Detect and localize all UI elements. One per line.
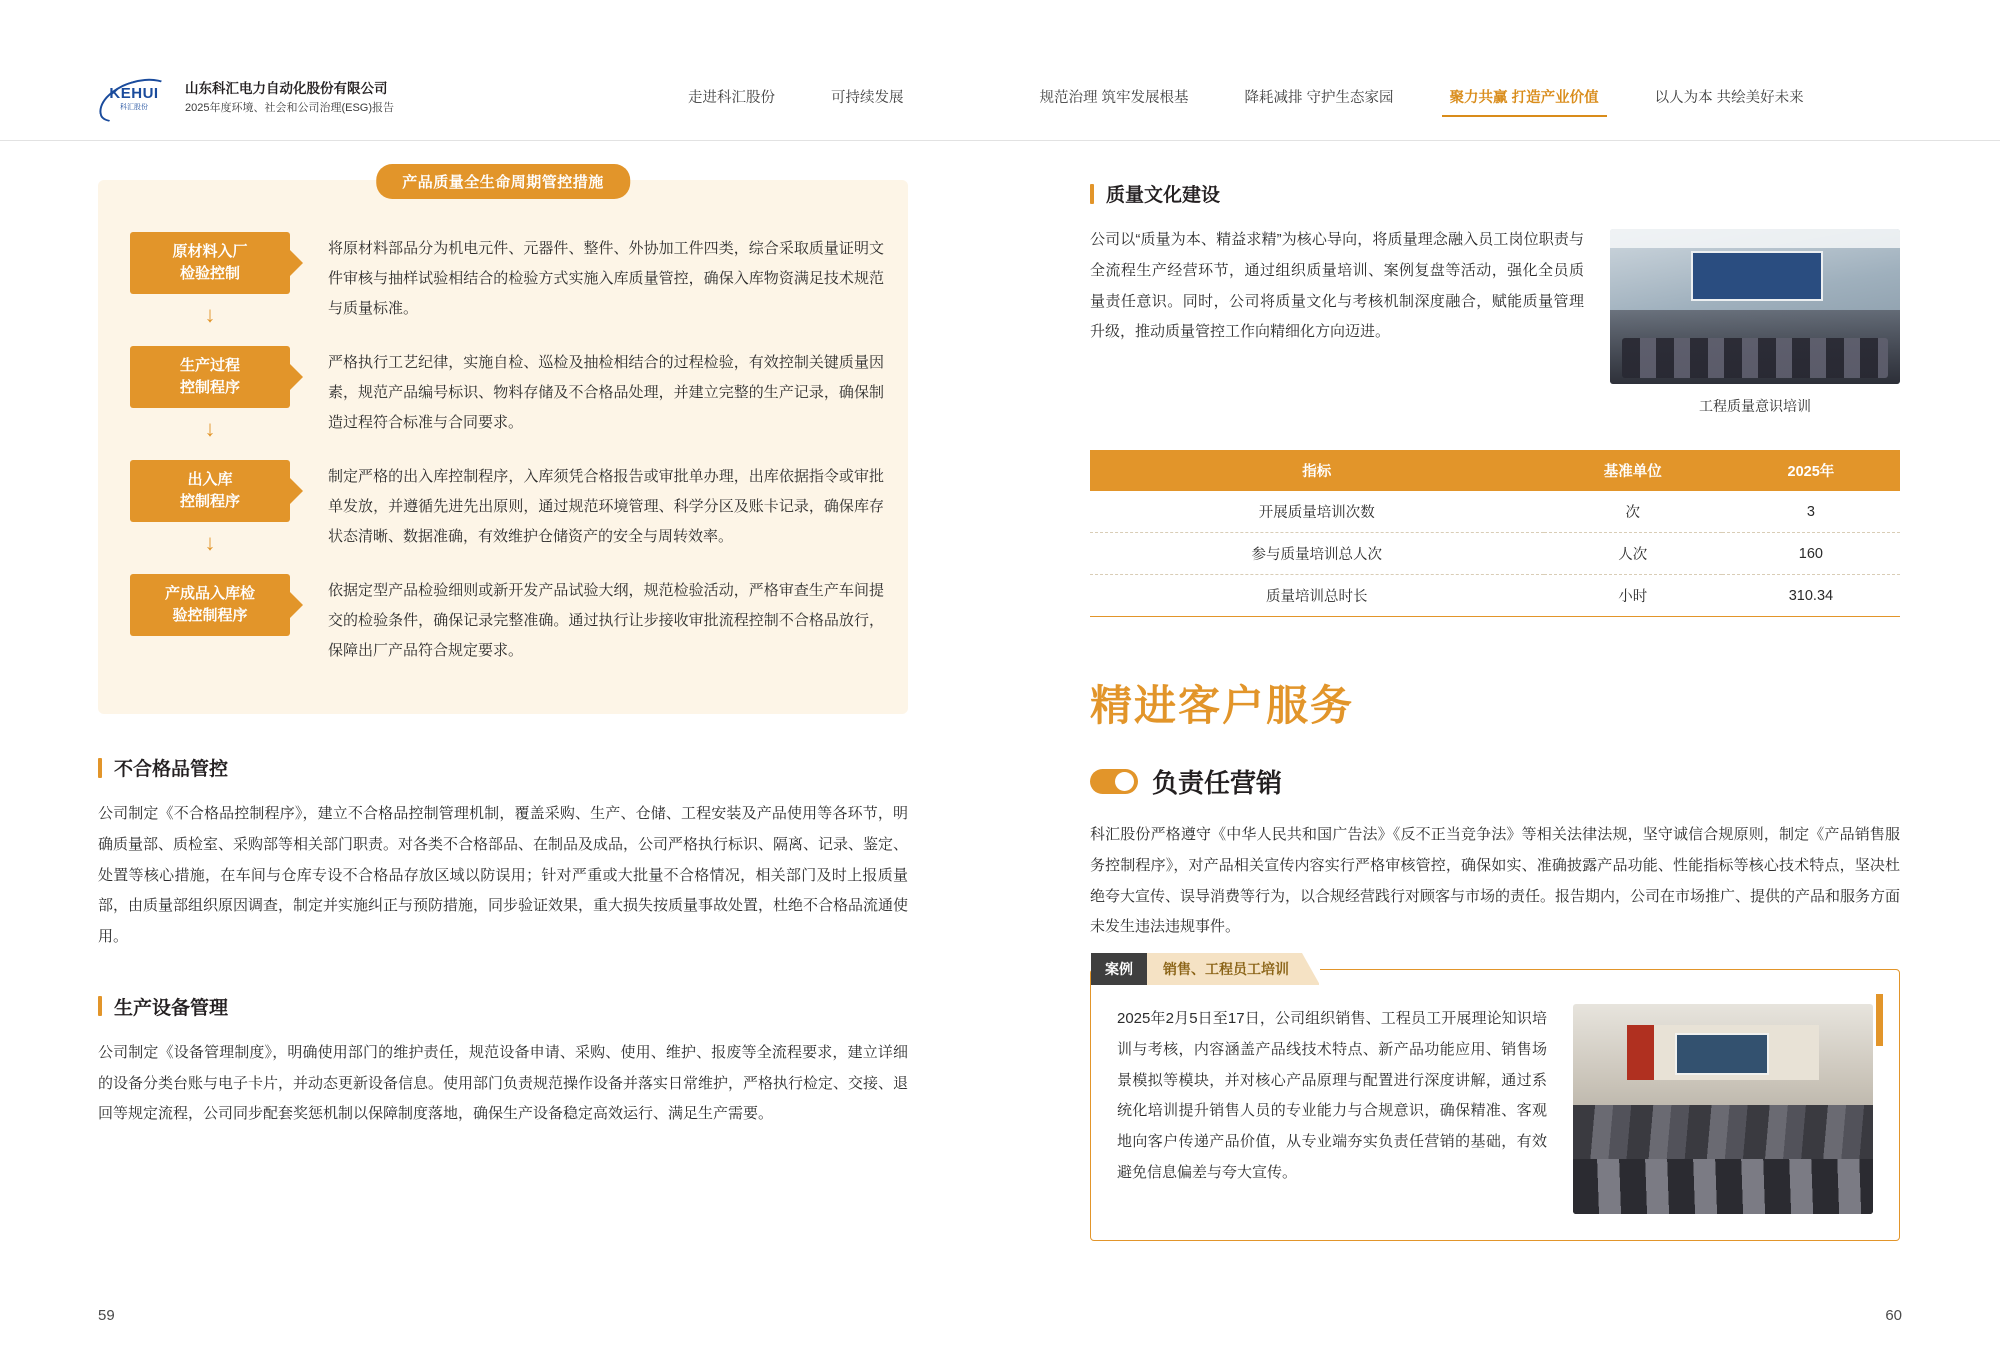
section-body-1: 公司制定《设备管理制度》，明确使用部门的维护责任，规范设备申请、采购、使用、维护、报废等全流程要求，建立详细的设备分类台账与电子卡片，并动态更新设备信息。使用部门负责规范操作设备并落实日常维护，严格执行检定、交接、退回等规定流程，公司同步配套奖惩机制以保障制度落地，确保生产设备稳定高效运行、满足生产需要。	[98, 1043, 909, 1123]
table-cell-0-1: 次	[1544, 491, 1722, 533]
case-tab	[1091, 953, 1319, 985]
case-photo	[1573, 1004, 1873, 1214]
table-row	[1090, 533, 1900, 575]
section-heading-nonconforming	[98, 754, 908, 781]
table-cell-2-1: 小时	[1544, 575, 1722, 617]
table-cell-1-1: 人次	[1544, 533, 1722, 575]
flow-step-0	[122, 232, 884, 332]
table-header-1: 基准单位	[1544, 450, 1722, 491]
page-number-left: 59	[98, 1307, 115, 1324]
quality-culture-figure	[1610, 225, 1900, 416]
flow-step-3-text: 依据定型产品检验细则或新开发产品试验大纲，规范检验活动，严格审查生产车间提交的检验条件，确保记录完整准确。通过执行让步接收审批流程控制不合格品放行，保障出厂产品符合规定要求。	[328, 582, 884, 659]
flow-step-1-tag	[130, 346, 290, 408]
logo-mark-text: KEHUI	[109, 84, 159, 102]
heading-accent-bar	[98, 996, 102, 1016]
flow-step-0-tag-line2: 检验控制	[179, 265, 240, 282]
kehui-logo-icon	[95, 78, 173, 118]
table-cell-0-0: 开展质量培训次数	[1090, 491, 1544, 533]
quality-training-table	[1090, 450, 1900, 617]
heading-accent-bar	[1090, 184, 1094, 204]
table-header-row	[1090, 450, 1900, 491]
flow-arrow-down-icon-2: ↓	[204, 530, 216, 555]
table-header-2: 2025年	[1722, 450, 1900, 491]
case-figure	[1573, 1004, 1873, 1214]
table-cell-2-0: 质量培训总时长	[1090, 575, 1544, 617]
report-name: 2025年度环境、社会和公司治理(ESG)报告	[185, 102, 395, 115]
flow-arrow-down-icon-1: ↓	[204, 416, 216, 441]
quality-culture-text: 公司以“质量为本、精益求精”为核心导向，将质量理念融入员工岗位职责与全流程生产经营环节，通过组织质量培训、案例复盘等活动，强化全员质量责任意识。同时，公司将质量文化与考核机制深度融合，赋能质量管理升级，推动质量管控工作向精细化方向迈进。	[1090, 231, 1584, 341]
flow-panel-title: 产品质量全生命周期管控措施	[376, 164, 630, 199]
nav-item-4[interactable]: 聚力共赢 打造产业价值	[1422, 86, 1627, 117]
section-nav	[660, 86, 1832, 117]
flow-step-2	[122, 460, 884, 560]
heading-accent-bar	[98, 758, 102, 778]
subsection-body: 科汇股份严格遵守《中华人民共和国广告法》《反不正当竞争法》等相关法律法规，坚守诚信合规原则，制定《产品销售服务控制程序》，对产品相关宣传内容实行严格审核管控，确保如实、准确披露产品功能、性能指标等核心技术特点，坚决杜绝夸大宣传、误导消费等行为，以合规经营践行对顾客与市场的责任。报告期内，公司在市场推广、提供的产品和服务方面未发生违法违规事件。	[1090, 826, 1901, 936]
table-cell-2-2: 310.34	[1722, 575, 1900, 617]
nav-item-3[interactable]: 降耗减排 守护生态家园	[1244, 90, 1394, 106]
case-label: 案例	[1091, 953, 1147, 985]
quality-culture-block	[1090, 225, 1900, 416]
page-number-right: 60	[1885, 1307, 1902, 1324]
flow-step-1-tag-line1: 生产过程	[179, 356, 240, 374]
page-header	[0, 0, 2000, 141]
table-row	[1090, 575, 1900, 617]
flow-step-2-text: 制定严格的出入库控制程序，入库须凭合格报告或审批单办理，出库依据指令或审批单发放，并遵循先进先出原则，通过规范环境管理、科学分区及账卡记录，确保库存状态清晰、数据准确，有效维护仓储资产的安全与周转效率。	[328, 468, 884, 545]
section-title-1: 生产设备管理	[114, 997, 229, 1019]
right-page-column	[1090, 180, 1900, 1241]
section-body-0: 公司制定《不合格品控制程序》，建立不合格品控制管理机制，覆盖采购、生产、仓储、工程安装及产品使用等各环节，明确质量部、质检室、采购部等相关部门职责。对各类不合格部品、在制品及成品，公司严格执行标识、隔离、记录、鉴定、处置等核心措施，在车间与仓库专设不合格品存放区域以防误用；针对严重或大批量不合格情况，相关部门及时上报质量部，由质量部组织原因调查，制定并实施纠正与预防措施，同步验证效果，重大损失按质量事故处置，杜绝不合格品流通使用。	[98, 805, 909, 945]
flow-step-2-tag-line2: 控制程序	[179, 493, 240, 510]
training-photo-caption: 工程质量意识培训	[1699, 398, 1811, 414]
flow-step-1	[122, 346, 884, 446]
nav-item-5[interactable]: 以人为本 共绘美好未来	[1654, 90, 1804, 106]
training-photo	[1610, 229, 1900, 384]
flow-step-3-tag-line1: 产成品入库检	[164, 584, 255, 602]
flow-arrow-down-icon-0: ↓	[204, 302, 216, 327]
flow-step-0-tag	[130, 232, 290, 294]
nav-item-2[interactable]: 规范治理 筑牢发展根基	[1039, 90, 1189, 106]
toggle-icon	[1090, 769, 1138, 794]
brand-logo	[95, 78, 394, 118]
subsection-heading-marketing	[1090, 763, 1900, 800]
section-title-0: 不合格品管控	[114, 759, 229, 780]
nav-item-1[interactable]: 可持续发展	[831, 90, 904, 106]
flow-step-0-text: 将原材料部品分为机电元件、元器件、整件、外协加工件四类，综合采取质量证明文件审核与抽样试验相结合的检验方式实施入库质量管控，确保入库物资满足技术规范与质量标准。	[328, 240, 884, 317]
quality-culture-title: 质量文化建设	[1106, 185, 1221, 206]
flow-step-1-text: 严格执行工艺纪律，实施自检、巡检及抽检相结合的过程检验，有效控制关键质量因素，规范产品编号标识、物料存储及不合格品处理，并建立完整的生产记录，确保制造过程符合标准与合同要求。	[328, 354, 884, 431]
case-accent-bar	[1876, 994, 1883, 1046]
table-cell-1-2: 160	[1722, 533, 1900, 575]
case-text: 2025年2月5日至17日，公司组织销售、工程员工开展理论知识培训与考核，内容涵盖产品线技术特点、新产品功能应用、销售场景模拟等模块，并对核心产品原理与配置进行深度讲解，通过系统化培训提升销售人员的专业能力与合规意识，确保精准、客观地向客户传递产品价值，从专业端夯实负责任营销的基础，有效避免信息偏差与夸大宣传。	[1117, 1010, 1547, 1181]
chapter-heading: 精进客户服务	[1090, 682, 1355, 729]
case-study-box	[1090, 961, 1900, 1241]
subsection-title: 负责任营销	[1152, 768, 1283, 798]
flow-step-2-tag-line1: 出入库	[187, 470, 233, 488]
flow-step-2-tag	[130, 460, 290, 522]
flow-step-3	[122, 574, 884, 666]
section-heading-quality-culture	[1090, 180, 1900, 207]
case-title: 销售、工程员工培训	[1147, 953, 1319, 985]
quality-lifecycle-panel	[98, 174, 908, 714]
table-cell-0-2: 3	[1722, 491, 1900, 533]
left-page-column	[98, 174, 909, 1130]
logo-mark-subtext: 科汇股份	[120, 103, 148, 111]
table-header-0: 指标	[1090, 450, 1544, 491]
nav-item-0[interactable]: 走进科汇股份	[688, 90, 775, 106]
table-cell-1-0: 参与质量培训总人次	[1090, 533, 1544, 575]
flow-step-0-tag-line1: 原材料入厂	[172, 242, 248, 260]
flow-step-3-tag	[130, 574, 290, 636]
section-heading-equipment	[98, 993, 908, 1020]
flow-step-1-tag-line2: 控制程序	[179, 379, 240, 396]
table-row	[1090, 491, 1900, 533]
company-name: 山东科汇电力自动化股份有限公司	[185, 80, 388, 96]
flow-step-3-tag-line2: 验控制程序	[172, 607, 248, 624]
